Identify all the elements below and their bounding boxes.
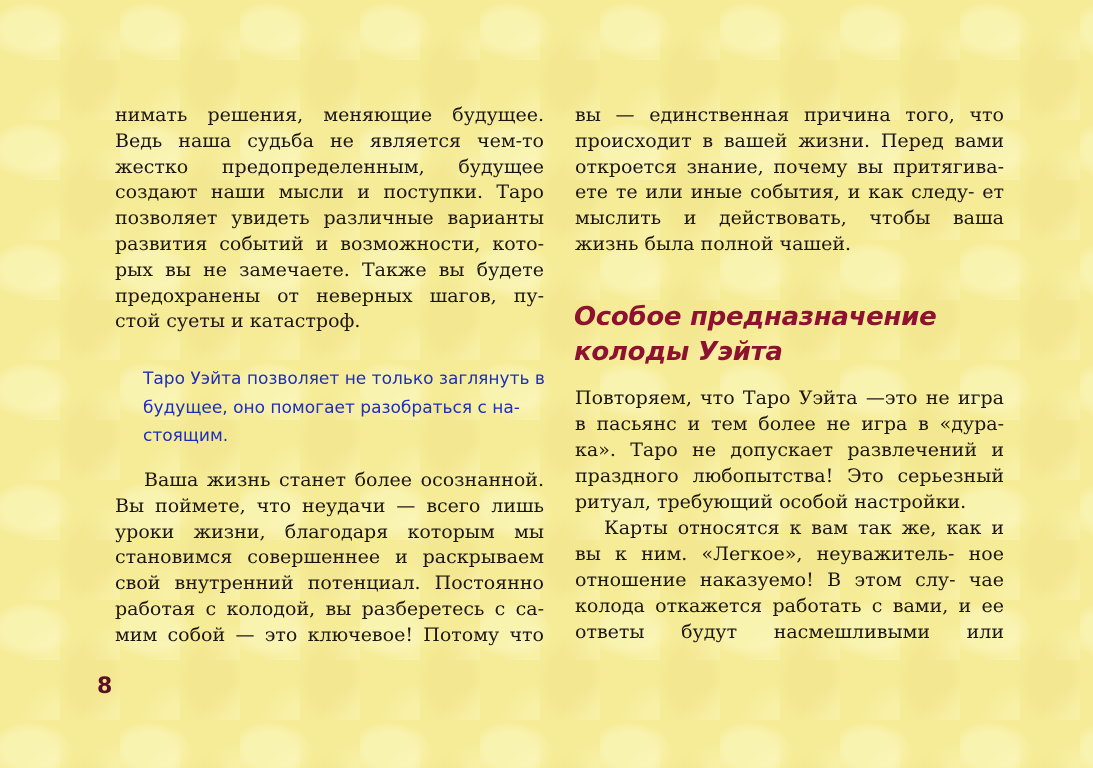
section-heading	[574, 300, 1004, 370]
left-paragraph-1: нимать решения, меняющие будущее. Ведь наша судьба не является чем-то жестко предопределенным, будущее создают наши мысли и поступки. Таро позволяет увидеть различные варианты развития событий и возможности, кото- рых вы не замечаете. Также вы будете предохранены от неверных шагов, пу- стой суеты и катастроф.	[115, 104, 544, 333]
right-paragraph-3: Карты относятся к вам так же, как и вы к ним. «Легкое», неуважитель- ное отношение наказуемо! В этом слу- чае колода откажется работать с вами, и ее ответы будут насмешливыми или	[575, 517, 1004, 643]
right-column	[575, 103, 1004, 258]
left-column	[115, 103, 544, 335]
page-number: 8	[97, 674, 113, 699]
right-column-continued	[575, 385, 1004, 645]
right-paragraph-1: вы — единственная причина того, что происходит в вашей жизни. Перед вами откроется знание, почему вы притягива- ете те или иные события, и как следу- ет мыслить и действовать, чтобы ваша жизнь была полной чашей.	[575, 104, 1004, 255]
right-paragraph-2: Повторяем, что Таро Уэйта —это не игра в пасьянс и тем более не игра в «дура- ка». Таро не допускает развлечений и праздного любопытства! Это серьезный ритуал, требующий особой настройки.	[575, 387, 1004, 513]
section-heading-line-2: колоды Уэйта	[574, 337, 783, 367]
left-column-continued	[115, 468, 544, 649]
pull-quote: Таро Уэйта позволяет не только заглянуть в будущее, оно помогает разобраться с на- стоящим.	[143, 369, 545, 446]
section-heading-line-1: Особое предназначение	[574, 302, 937, 332]
left-paragraph-2: Ваша жизнь станет более осознанной. Вы поймете, что неудачи — всего лишь уроки жизни, благодаря которым мы становимся совершеннее и раскрываем свой внутренний потенциал. Постоянно работая с колодой, вы разберетесь с са- мим собой — это ключевое! Потому что	[115, 469, 544, 646]
